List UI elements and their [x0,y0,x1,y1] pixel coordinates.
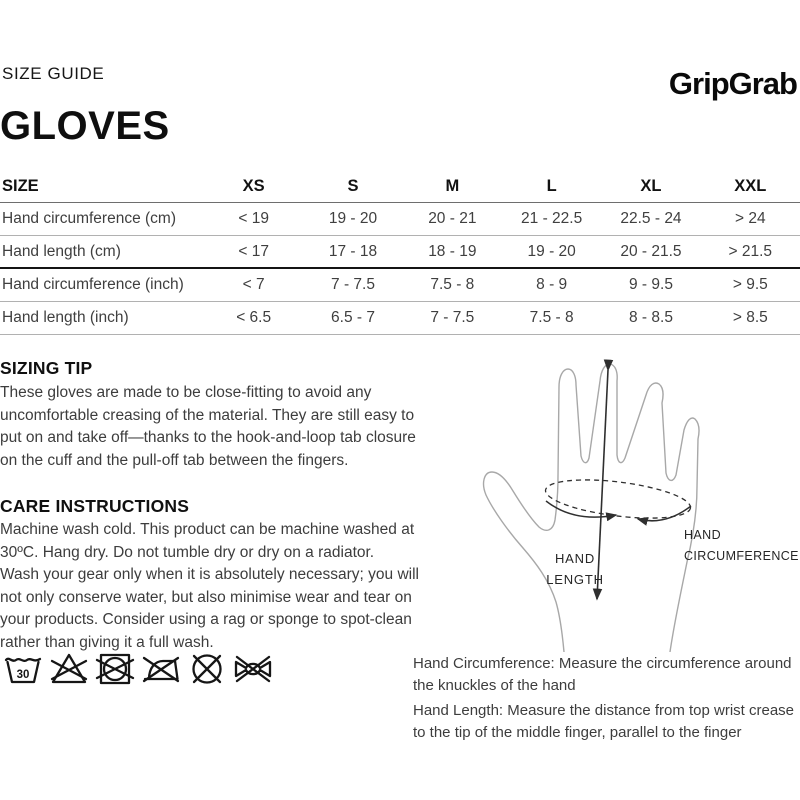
row-label: Hand length (cm) [2,242,121,260]
hand-measurement-diagram [460,352,800,652]
cell: > 9.5 [732,276,768,293]
sizing-tip-body: These gloves are made to be close-fitting to avoid any uncomfortable creasing of the material. They are still easy to put on and take off—thanks to the hook-and-loop tab closure on the cuff and the pull-off tab between the fingers. [0,384,416,469]
page-eyebrow: SIZE GUIDE [2,64,105,83]
hand-length-label: HAND LENGTH [546,551,604,587]
column-header-xs: XS [242,176,265,195]
cell: < 6.5 [236,309,272,326]
row-label: Hand circumference (cm) [2,210,176,227]
row-label: Hand length (inch) [2,309,129,326]
do-not-tumble-dry-icon [95,649,135,689]
column-header-s: S [347,176,359,195]
do-not-iron-icon [141,649,181,689]
cell: < 17 [238,242,269,260]
sizing-tip-heading: SIZING TIP [0,358,93,378]
cell: 19 - 20 [527,242,576,260]
cell: > 21.5 [728,242,773,260]
column-header-m: M [445,176,460,195]
do-not-bleach-icon [49,649,89,689]
cell: 22.5 - 24 [620,210,682,227]
hand-circumference-label: HAND CIRCUMFERENCE [684,528,799,563]
cell: 21 - 22.5 [521,210,583,227]
cell: 18 - 19 [428,242,477,260]
hand-circumference-note: Hand Circumference: Measure the circumference around the knuckles of the hand [413,655,792,694]
table-row [0,203,800,236]
cell: 7 - 7.5 [430,309,475,326]
cell: 17 - 18 [328,242,378,260]
row-label: Hand circumference (inch) [2,276,184,293]
table-row [0,236,800,269]
table-row [0,302,800,335]
cell: 7.5 - 8 [430,276,475,293]
cell: < 7 [242,276,265,293]
cell: 7.5 - 8 [529,309,574,326]
cell: 19 - 20 [328,210,378,227]
cell: 20 - 21 [428,210,477,227]
brand-logo: GripGrab [668,66,797,101]
svg-text:30: 30 [16,669,30,681]
cell: 8 - 9 [536,276,568,293]
hand-outline [484,364,699,652]
do-not-dry-clean-icon [187,649,227,689]
cell: 20 - 21.5 [620,242,682,260]
cell: 7 - 7.5 [331,276,375,293]
cell: 8 - 8.5 [629,309,673,326]
do-not-wring-icon [233,649,273,689]
column-header-l: L [546,176,557,195]
care-symbols-row [3,649,273,689]
cell: > 8.5 [732,309,768,326]
cell: < 19 [238,210,269,227]
column-header-xxl: XXL [734,176,767,195]
column-header-xl: XL [640,176,662,195]
cell: > 24 [735,210,766,227]
cell: 6.5 - 7 [331,309,375,326]
care-paragraph: Machine wash cold. This product can be machine washed at 30ºC. Hang dry. Do not tumble dry or dry on a radiator. [0,521,415,561]
hand-length-note: Hand Length: Measure the distance from top wrist crease to the tip of the middle finger, parallel to the finger [413,702,795,741]
cell: 9 - 9.5 [629,276,673,293]
column-header-size: SIZE [2,176,39,195]
machine-wash-30-icon [3,649,43,689]
table-row [0,269,800,302]
size-table [0,170,800,335]
size-table-header-row [0,170,800,203]
page-title: GLOVES [0,104,170,148]
care-paragraph: Wash your gear only when it is absolutely necessary; you will not only conserve water, but also minimise wear and tear on your products. Consider using a rag or sponge to spot-clean rather than giving it a full wash. [0,566,419,651]
care-instructions-heading: CARE INSTRUCTIONS [0,496,190,516]
